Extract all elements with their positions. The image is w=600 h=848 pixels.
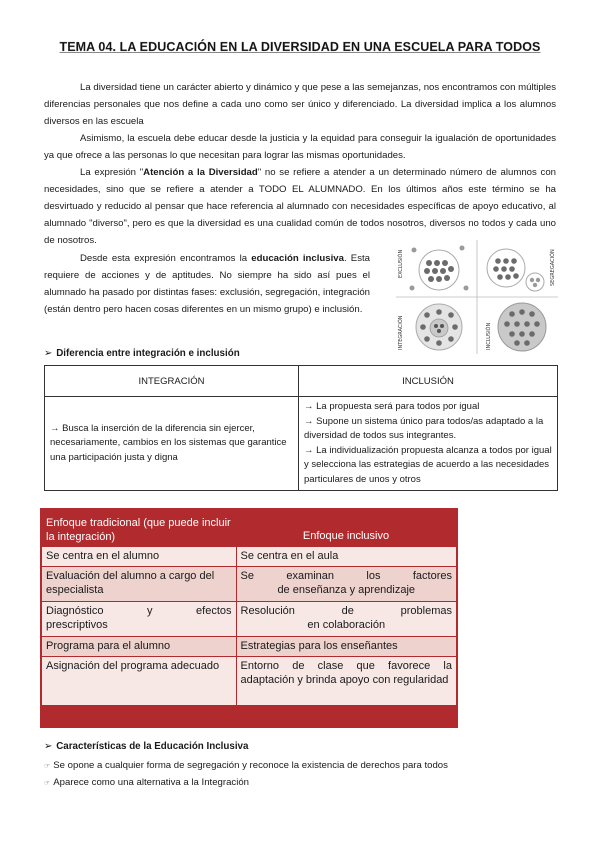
cell-left: Se centra en el alumno bbox=[42, 547, 236, 567]
table-row bbox=[42, 547, 456, 567]
header-integracion: INTEGRACIÓN bbox=[45, 366, 299, 397]
p4-text-b: . Esta requiere de acciones y de aptitudes. No siempre ha sido así pues el alumnado ha pasado por distintas fases: exclusión, segregación, integración (están dentro pero hacen cosas diferentes en un mismo grupo) e inclusión. bbox=[44, 253, 370, 315]
section-title-text: Diferencia entre integración e inclusión bbox=[56, 348, 240, 359]
cell-inclusion bbox=[299, 397, 558, 491]
comparison-body-row bbox=[45, 397, 558, 491]
cell-left-line: Diagnóstico y efectos bbox=[46, 605, 232, 617]
comparison-table bbox=[44, 365, 558, 491]
cell-right: Estrategias para los enseñantes bbox=[236, 637, 456, 657]
cell-left: Evaluación del alumno a cargo del especialista bbox=[42, 567, 236, 602]
header-tradicional: Enfoque tradicional (que puede incluir la integración) bbox=[42, 510, 236, 547]
p3-text-a: La expresión " bbox=[80, 167, 144, 178]
cell-right-line: Resolución de problemas bbox=[240, 605, 452, 617]
list-item-text: Aparece como una alternativa a la Integración bbox=[53, 777, 250, 788]
label-segregacion: SEGREGACIÓN bbox=[550, 249, 556, 286]
cell-left-line: prescriptivos bbox=[46, 619, 108, 631]
cell-integracion bbox=[45, 397, 299, 491]
p4-bold: educación inclusiva bbox=[251, 253, 344, 264]
enfoque-table-frame bbox=[40, 508, 458, 728]
cell-right-line: Se examinan los factores bbox=[240, 570, 452, 582]
cell-right: Entorno de clase que favorece la adaptación y brinda apoyo con regularidad bbox=[236, 657, 456, 706]
paragraph-inclusiva bbox=[44, 250, 370, 318]
p3-text-b: " no se refiere a atender a un determinado número de alumnos con necesidades, sino que se refiere a atender a TODO EL ALUMNADO. En los últimos años este término se ha desvirtuado y reducido al pensar que hace referencia al alumnado con necesidades específicas de apoyo educativo, al alumnado "diverso", pero es que la diversidad es una cualidad común de todos nosotros, diversos no todos y cada uno de nosotros. bbox=[44, 167, 556, 246]
segregation-people bbox=[493, 258, 519, 280]
table-row bbox=[42, 602, 456, 637]
segregation-circle-small bbox=[526, 273, 544, 291]
paragraph-atencion bbox=[44, 164, 556, 249]
segregation-group bbox=[530, 278, 540, 287]
pointing-hand-icon: ☞ bbox=[44, 763, 51, 770]
list-item bbox=[44, 777, 249, 788]
enfoque-table bbox=[42, 510, 456, 705]
list-item-text: Se opone a cualquier forma de segregación y reconoce la existencia de derechos para todos bbox=[53, 760, 448, 771]
phases-figure bbox=[394, 238, 560, 356]
inclusion-item: → La individualización propuesta alcanza a todos por igual y selecciona las estrategias de acuerdo a las necesidades particulares de unos y otros bbox=[304, 444, 552, 485]
label-exclusion: EXCLUSIÓN bbox=[398, 249, 404, 278]
table-row bbox=[42, 637, 456, 657]
cell-right-line: en colaboración bbox=[307, 619, 386, 631]
cell-right: Se centra en el aula bbox=[236, 547, 456, 567]
cell-right bbox=[236, 567, 456, 602]
p3-bold: Atención a la Diversidad bbox=[143, 167, 258, 178]
paragraph-escuela: Asimismo, la escuela debe educar desde la justicia y la equidad para conseguir la igualación de oportunidades ya que ofrece a las personas lo que necesitan para lograr las mismas oportunidades. bbox=[44, 133, 556, 161]
cell-right bbox=[236, 602, 456, 637]
integration-inner-circle bbox=[430, 319, 448, 337]
header-inclusion: INCLUSIÓN bbox=[299, 366, 558, 397]
cell-left: Asignación del programa adecuado bbox=[42, 657, 236, 706]
arrow-icon: ➢ bbox=[44, 348, 53, 359]
cell-right-line: de enseñanza y aprendizaje bbox=[277, 584, 416, 596]
inclusion-item: → La propuesta será para todos por igual bbox=[304, 401, 480, 412]
section-title-caracteristicas bbox=[44, 741, 248, 752]
inclusion-item: → Supone un sistema único para todos/as adaptado a la diversidad de todos sus integrantes. bbox=[304, 415, 544, 441]
label-inclusion: INCLUSIÓN bbox=[486, 322, 492, 350]
cell-left bbox=[42, 602, 236, 637]
paragraph-diversidad: La diversidad tiene un carácter abierto y dinámico y que pese a las semejanzas, nos encontramos con múltiples diferencias personales que nos define a cada uno como ser único y diferenciado. La diversidad implica a los alumnos diversos en las escuela bbox=[44, 82, 556, 127]
enfoque-header-row bbox=[42, 510, 456, 547]
pointing-hand-icon: ☞ bbox=[44, 780, 51, 787]
list-item bbox=[44, 760, 448, 771]
section-title-text: Características de la Educación Inclusiva bbox=[56, 741, 249, 752]
exclusion-outsiders bbox=[410, 246, 469, 291]
page-title: TEMA 04. LA EDUCACIÓN EN LA DIVERSIDAD EN UNA ESCUELA PARA TODOS bbox=[59, 40, 541, 54]
table-row bbox=[42, 567, 456, 602]
header-inclusivo: Enfoque inclusivo bbox=[236, 510, 456, 547]
table-row bbox=[42, 657, 456, 706]
integracion-item: → Busca la inserción de la diferencia sin ejercer, necesariamente, cambios en los sistemas que garantice una participación justa y digna bbox=[50, 422, 287, 463]
label-integracion: INTEGRACIÓN bbox=[398, 315, 404, 350]
cell-left: Programa para el alumno bbox=[42, 637, 236, 657]
p4-text-a: Desde esta expresión encontramos la bbox=[80, 253, 252, 264]
exclusion-people bbox=[424, 260, 454, 282]
section-title-diferencia bbox=[44, 348, 240, 359]
comparison-header-row bbox=[45, 366, 558, 397]
arrow-icon: ➢ bbox=[44, 741, 53, 752]
